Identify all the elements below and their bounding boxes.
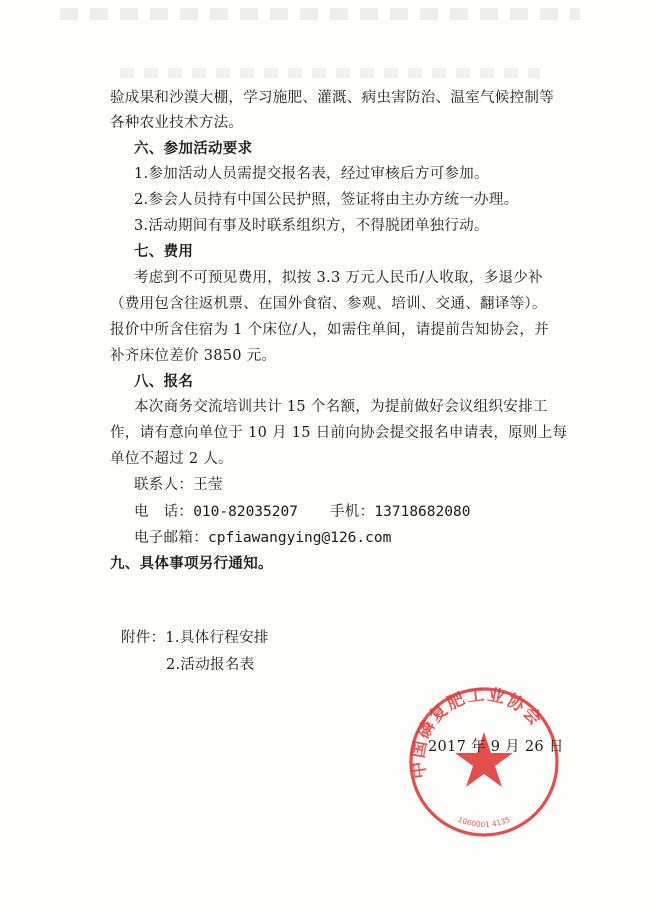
- contact-person: 联系人：王莹: [134, 477, 223, 493]
- body-text-line: 验成果和沙漠大棚，学习施肥、灌溉、病虫害防治、温室气候控制等: [110, 90, 554, 106]
- seal-organization-text: 中国磷复肥工业协会: [408, 684, 547, 780]
- attachments-row: [121, 629, 269, 647]
- bleed-through-marks: [60, 8, 580, 20]
- contact-mobile-row: [330, 503, 470, 521]
- attachment-item: 2.活动报名表: [166, 657, 255, 673]
- registration-paragraph-line: 作，请有意向单位于 10 月 15 日前向协会提交报名申请表，原则上每: [110, 425, 568, 441]
- official-seal: [406, 684, 562, 840]
- requirement-item: 2.参会人员持有中国公民护照，签证将由主办方统一办理。: [134, 192, 519, 208]
- svg-text:1060001 4135: [457, 815, 512, 829]
- registration-paragraph-line: 单位不超过 2 人。: [110, 451, 233, 467]
- issue-date: 2017 年 9 月 26 日: [428, 739, 564, 755]
- phone-number: 010-82035207: [193, 504, 298, 520]
- phone-label: 电 话：: [134, 504, 194, 520]
- section-8-heading: 八、报名: [134, 373, 194, 390]
- seal-code-text: 1060001 4135: [456, 814, 512, 830]
- mobile-number: 13718682080: [374, 504, 471, 520]
- section-6-heading: 六、参加活动要求: [134, 140, 253, 157]
- seal-icon: [406, 684, 562, 840]
- fee-paragraph-line: 考虑到不可预见费用，拟按 3.3 万元人民币/人收取，多退少补: [134, 270, 543, 286]
- fee-paragraph-line: 补齐床位差价 3850 元。: [110, 348, 277, 364]
- bleed-through-marks: [120, 68, 540, 78]
- requirement-item: 1.参加活动人员需提交报名表，经过审核后方可参加。: [134, 166, 489, 182]
- fee-paragraph-line: 报价中所含住宿为 1 个床位/人，如需住单间，请提前告知协会，并: [110, 322, 549, 338]
- requirement-item: 3.活动期间有事及时联系组织方，不得脱团单独行动。: [134, 218, 489, 234]
- fee-paragraph-line: （费用包含往返机票、在国外食宿、参观、培训、交通、翻译等）。: [110, 296, 547, 312]
- attachments-label: 附件：: [121, 630, 166, 646]
- section-7-heading: 七、费用: [134, 243, 194, 260]
- section-9-heading: 九、具体事项另行通知。: [110, 555, 273, 572]
- registration-paragraph-line: 本次商务交流培训共计 15 个名额，为提前做好会议组织安排工: [134, 399, 548, 415]
- contact-email-row: [134, 529, 391, 547]
- email-label: 电子邮箱：: [134, 530, 208, 546]
- contact-phone-row: [134, 503, 298, 521]
- attachment-item: 1.具体行程安排: [165, 630, 269, 646]
- email-address: cpfiawangying@126.com: [208, 530, 392, 546]
- mobile-label: 手机：: [330, 504, 375, 520]
- body-text-line: 各种农业技术方法。: [110, 115, 244, 131]
